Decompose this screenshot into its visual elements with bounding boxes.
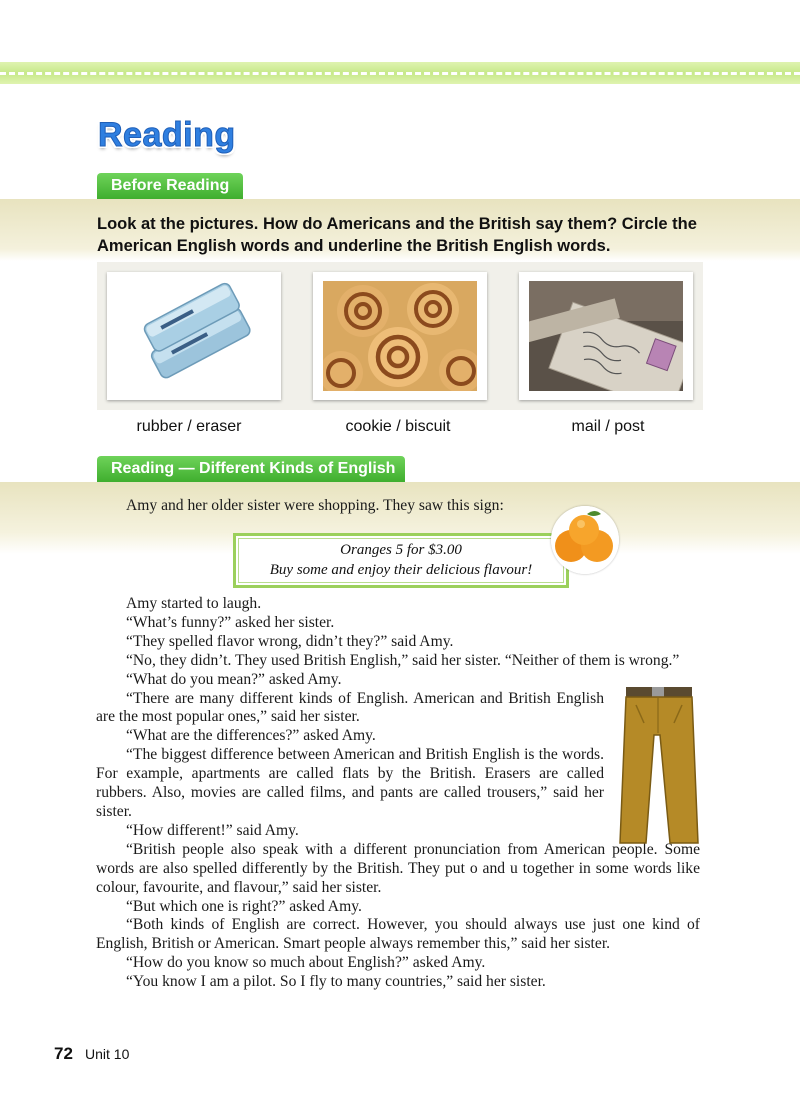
section-tab-before-reading: Before Reading	[97, 173, 243, 199]
sign-line-1: Oranges 5 for $3.00	[340, 542, 462, 558]
story-paragraph: “But which one is right?” asked Amy.	[126, 897, 362, 915]
story-paragraph: “No, they didn’t. They used British English,” said her sister. “Neither of them is wrong.”	[126, 651, 680, 669]
picture-caption-cookie: cookie / biscuit	[345, 418, 451, 435]
story-paragraph: “The biggest difference between American and British English is the words. For example, apartments are called flats by the British. Erasers are called rubbers. Also, movies are called films, and pants are called trousers,” said her sister.	[96, 746, 604, 820]
story-paragraph: “How do you know so much about English?” asked Amy.	[126, 954, 486, 972]
story-paragraph: “What do you mean?” asked Amy.	[126, 670, 342, 688]
section-tab-reading: Reading — Different Kinds of English	[97, 456, 405, 482]
story-paragraph: “How different!” said Amy.	[126, 821, 299, 839]
orange-sign	[233, 533, 569, 588]
top-decorative-band	[0, 62, 800, 84]
story-paragraph: “They spelled flavor wrong, didn’t they?” said Amy.	[126, 632, 454, 650]
story-body	[96, 595, 700, 992]
picture-frame-mail	[519, 272, 693, 400]
eraser-icon	[117, 281, 271, 391]
picture-caption-mail: mail / post	[571, 418, 645, 435]
cookie-icon	[323, 281, 477, 391]
sign-line-2: Buy some and enjoy their delicious flavour!	[269, 562, 533, 578]
instructions-text: Look at the pictures. How do Americans and the British say them? Circle the American English words and underline the British English words.	[97, 215, 697, 255]
story-paragraph: “Both kinds of English are correct. However, you should always use just one kind of English, British or American. Smart people always remember this,” said her sister.	[96, 916, 700, 953]
page-number: 72	[54, 1044, 73, 1063]
story-intro: Amy and her older sister were shopping. They saw this sign:	[126, 497, 504, 514]
unit-label: Unit 10	[85, 1046, 130, 1062]
story-paragraph: “There are many different kinds of English. American and British English are the most popular ones,” said her sister.	[96, 689, 604, 726]
story-paragraph: “What are the differences?” asked Amy.	[126, 727, 376, 745]
story-paragraph: Amy started to laugh.	[126, 595, 262, 612]
picture-frame-cookie	[313, 272, 487, 400]
mail-icon	[529, 281, 683, 391]
picture-frame-eraser	[107, 272, 281, 400]
story-paragraph: “You know I am a pilot. So I fly to many countries,” said her sister.	[126, 973, 546, 991]
orange-icon	[551, 506, 619, 574]
story-paragraph: “British people also speak with a different pronunciation from American people. Some words are also spelled differently by the British. They put o and u together in some words like colour, favourite, and flavour,” said her sister.	[96, 840, 700, 896]
picture-strip	[97, 262, 703, 410]
picture-caption-eraser: rubber / eraser	[136, 418, 242, 435]
trousers-icon	[614, 683, 704, 847]
story-paragraph: “What’s funny?” asked her sister.	[126, 613, 335, 631]
page-title: Reading	[98, 116, 236, 154]
